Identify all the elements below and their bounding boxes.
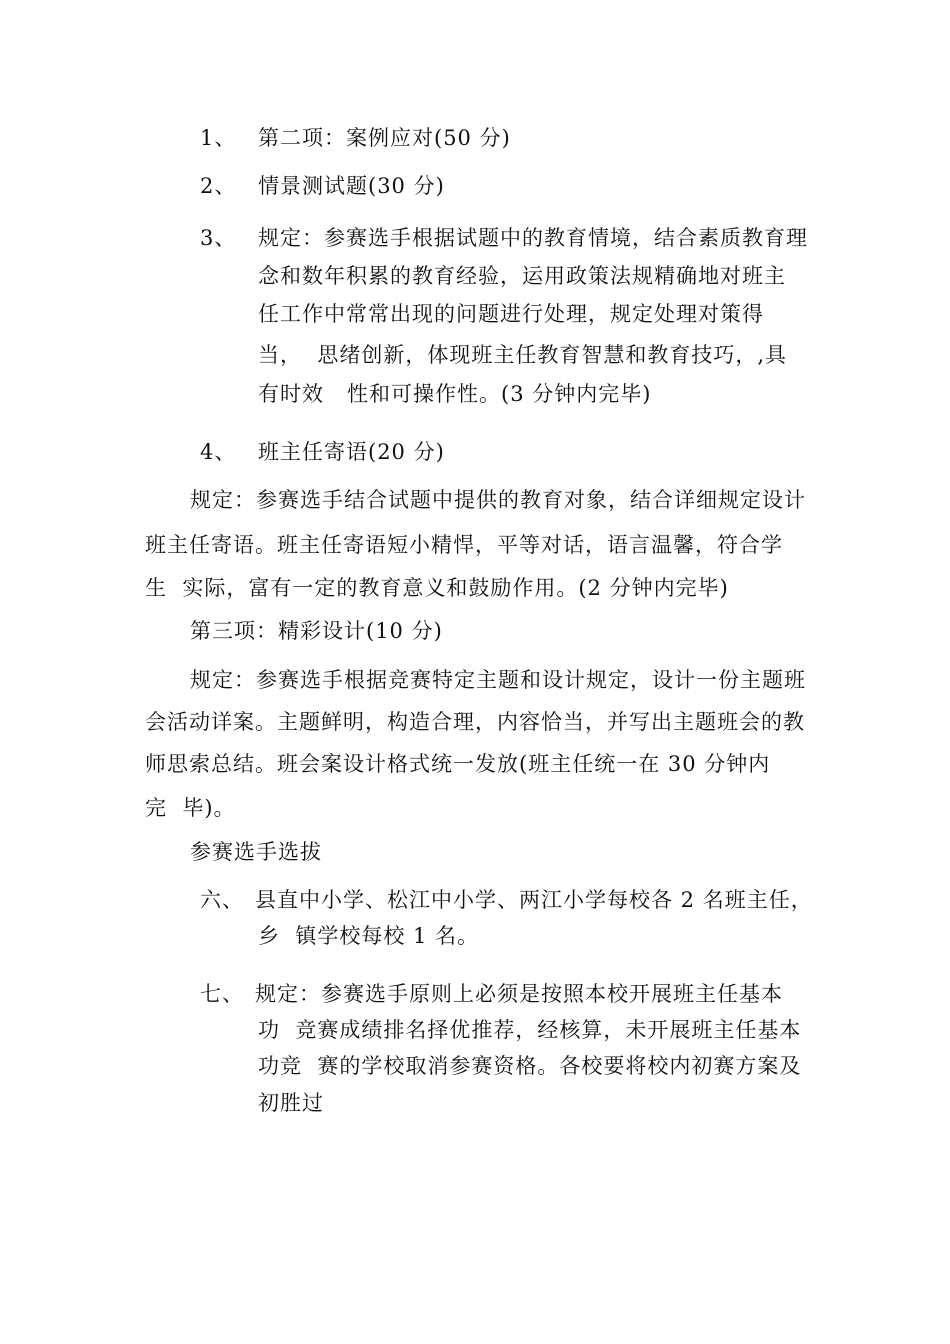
item-text: 当， 思绪创新，体现班主任教育智慧和教育技巧，,具 <box>258 343 788 367</box>
item-number: 1、 <box>200 126 237 150</box>
section-heading: 第三项：精彩设计(10 分) <box>190 619 443 643</box>
paragraph-line: 完 毕)。 <box>145 796 236 820</box>
item-number: 2、 <box>200 174 237 198</box>
paragraph-line: 班主任寄语。班主任寄语短小精悍，平等对话，语言温馨，符合学 <box>145 533 783 557</box>
item-text: 情景测试题(30 分) <box>258 174 445 198</box>
item-number: 七、 <box>200 982 244 1006</box>
item-text: 乡 镇学校每校 1 名。 <box>258 924 480 948</box>
paragraph-line: 师思索总结。班会案设计格式统一发放(班主任统一在 30 分钟内 <box>145 752 771 776</box>
item-text: 任工作中常常出现的问题进行处理，规定处理对策得 <box>258 302 764 326</box>
item-text: 班主任寄语(20 分) <box>258 440 445 464</box>
item-text: 有时效 性和可操作性。(3 分钟内完毕) <box>258 382 652 406</box>
paragraph-line: 会活动详案。主题鲜明，构造合理，内容恰当，并写出主题班会的教 <box>145 710 805 734</box>
item-text: 规定：参赛选手根据试题中的教育情境，结合素质教育理 <box>258 226 808 250</box>
item-text: 念和数年积累的教育经验，运用政策法规精确地对班主 <box>258 264 786 288</box>
paragraph-line: 规定：参赛选手结合试题中提供的教育对象，结合详细规定设计 <box>190 488 806 512</box>
item-number: 六、 <box>200 888 244 912</box>
item-text: 第二项：案例应对(50 分) <box>258 126 511 150</box>
paragraph-line: 生 实际，富有一定的教育意义和鼓励作用。(2 分钟内完毕) <box>145 576 729 600</box>
item-text: 县直中小学、松江中小学、两江小学每校各 2 名班主任， <box>255 888 813 912</box>
item-number: 3、 <box>200 226 237 250</box>
section-heading: 参赛选手选拔 <box>190 840 322 864</box>
item-text: 规定：参赛选手原则上必须是按照本校开展班主任基本 <box>255 982 783 1006</box>
item-text: 功竞 赛的学校取消参赛资格。各校要将校内初赛方案及 <box>258 1054 802 1078</box>
item-text: 功 竞赛成绩排名择优推荐，经核算，未开展班主任基本 <box>258 1018 802 1042</box>
item-number: 4、 <box>200 440 237 464</box>
paragraph-line: 规定：参赛选手根据竞赛特定主题和设计规定，设计一份主题班 <box>190 668 806 692</box>
item-text: 初胜过 <box>258 1091 324 1115</box>
